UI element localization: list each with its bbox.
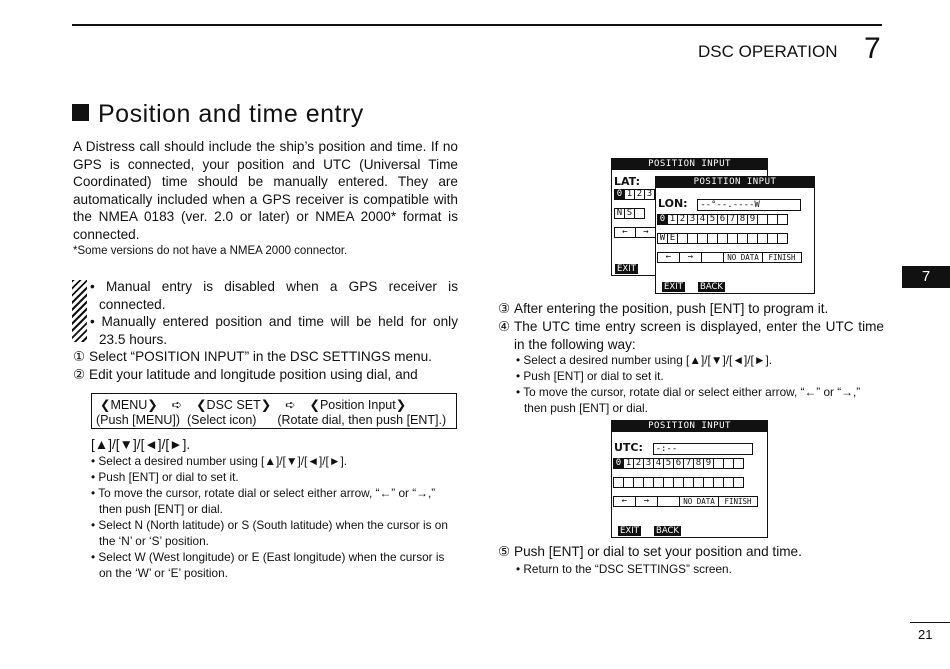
step-3: ③ After entering the position, push [ENT] to program it. bbox=[498, 301, 829, 316]
intro-paragraph: A Distress call should include the ship’s position and time. If no GPS is connected, your position and UTC (Universal Time Coordinated) time should be manually entered. They are automatically included when a GPS receiver is compatible with the NMEA 0183 (ver. 2.0 or later) or NMEA 2000* format is connected. bbox=[73, 139, 458, 242]
note-item: • Manually entered position and time will be held for only 23.5 hours. bbox=[90, 314, 458, 347]
arrow-icon: ➪ bbox=[285, 398, 296, 412]
note-item: • Manual entry is disabled when a GPS receiver is connected. bbox=[90, 279, 458, 312]
chapter-number: 7 bbox=[864, 32, 881, 65]
menu-action-1: (Push [MENU]) bbox=[96, 413, 181, 427]
step-2-keys: [▲]/[▼]/[◄]/[►]. bbox=[91, 437, 191, 452]
lcd-lon-screen: POSITION INPUT LON: --°--.----W 0 1 2 3 4 5 6 7 8 9 W E ← → NO DATA FINISH EXIT BACK bbox=[655, 176, 815, 294]
note-hatch-icon bbox=[72, 280, 87, 342]
bullet: • Select W (West longitude) or E (East longitude) when the cursor is on the ‘W’ or ‘E’ position. bbox=[91, 550, 445, 580]
bullet: • Push [ENT] or dial to set it. bbox=[91, 470, 239, 484]
step-2: ② Edit your latitude and longitude position using dial, and bbox=[73, 367, 418, 382]
page-number: 21 bbox=[918, 627, 933, 642]
lon-value: --°--.----W bbox=[697, 199, 801, 211]
square-bullet-icon bbox=[72, 104, 89, 121]
step-5: ⑤ Push [ENT] or dial to set your position and time. bbox=[498, 544, 802, 559]
bullet: • Push [ENT] or dial to set it. bbox=[516, 369, 664, 383]
lat-label: LAT: bbox=[614, 175, 640, 188]
exit-softkey: EXIT bbox=[617, 264, 636, 274]
lcd-title: POSITION INPUT bbox=[612, 159, 767, 170]
lcd-utc-screen: POSITION INPUT UTC: -:-- 0 1 2 3 4 5 6 7 8 9 ← → NO DATA FINISH EXIT BACK bbox=[611, 420, 768, 538]
menu-step-2: ❮DSC SET❯ bbox=[196, 398, 272, 412]
bullet: • Return to the “DSC SETTINGS” screen. bbox=[516, 562, 732, 576]
step-1: ① Select “POSITION INPUT” in the DSC SETTINGS menu. bbox=[73, 349, 432, 364]
bullet: • Select a desired number using [▲]/[▼]/[◄]/[►]. bbox=[91, 454, 348, 468]
bullet: • To move the cursor, rotate dial or select either arrow, “←” or “→,” then push [ENT] or dial. bbox=[91, 486, 436, 516]
header-title: DSC OPERATION bbox=[698, 42, 838, 61]
menu-action-2: (Select icon) bbox=[187, 413, 257, 427]
utc-value: -:-- bbox=[653, 443, 753, 455]
lcd-title: POSITION INPUT bbox=[612, 421, 767, 432]
exit-softkey: EXIT bbox=[664, 282, 683, 292]
section-title: Position and time entry bbox=[72, 100, 364, 129]
page-rule bbox=[910, 622, 950, 623]
menu-step-1: ❮MENU❯ bbox=[100, 398, 158, 412]
right-bullets bbox=[516, 352, 886, 416]
step-4: ④ The UTC time entry screen is displayed, enter the UTC time in the following way: bbox=[498, 319, 884, 352]
lon-label: LON: bbox=[658, 197, 688, 210]
chapter-tab: 7 bbox=[902, 266, 950, 288]
left-bullets bbox=[91, 453, 459, 581]
footnote: *Some versions do not have a NMEA 2000 connector. bbox=[73, 245, 348, 257]
bullet: • Select a desired number using [▲]/[▼]/[◄]/[►]. bbox=[516, 353, 773, 367]
lcd-title: POSITION INPUT bbox=[656, 177, 814, 188]
back-softkey: BACK bbox=[656, 526, 680, 536]
bullet: • Select N (North latitude) or S (South latitude) when the cursor is on the ‘N’ or ‘S’ position. bbox=[91, 518, 448, 548]
menu-action-3: (Rotate dial, then push [ENT].) bbox=[277, 413, 447, 427]
arrow-icon: ➪ bbox=[171, 398, 183, 412]
utc-label: UTC: bbox=[614, 441, 643, 454]
menu-path-box bbox=[91, 393, 457, 429]
header-rule bbox=[72, 24, 882, 26]
lcd-lat-screen: POSITION INPUT LAT: 0 1 2 3 N S ← → EXIT bbox=[611, 158, 768, 276]
exit-softkey: EXIT bbox=[620, 526, 639, 536]
menu-step-3: ❮Position Input❯ bbox=[309, 398, 407, 412]
notes bbox=[90, 278, 458, 348]
bullet: • To move the cursor, rotate dial or select either arrow, “←” or “→,” then push [ENT] or dial. bbox=[516, 385, 861, 415]
back-softkey: BACK bbox=[700, 282, 724, 292]
